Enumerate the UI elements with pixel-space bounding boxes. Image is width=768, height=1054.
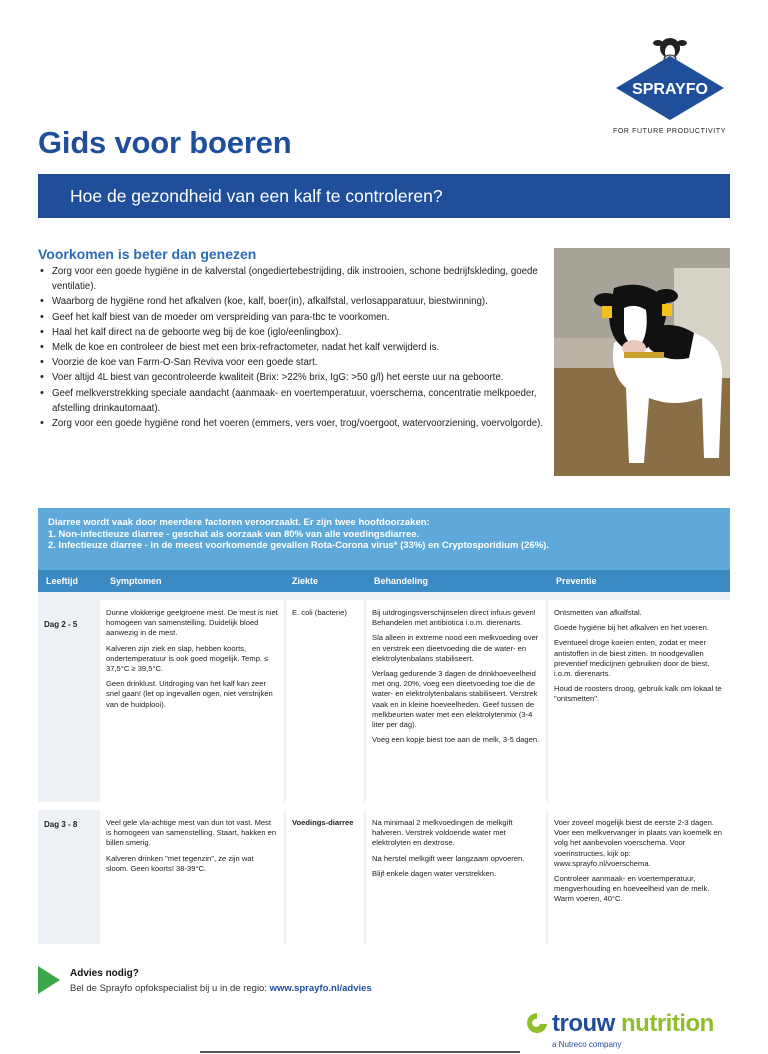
cell-text: Voeg een kopje biest toe aan de melk, 3-5 dagen. bbox=[372, 735, 540, 745]
row-spacer bbox=[38, 592, 730, 600]
cell-text: Kalveren drinken "met tegenzin", ze zijn wat sloom. Geen koorts! 38-39°C. bbox=[106, 853, 254, 873]
divider bbox=[200, 1051, 520, 1053]
partner-logo-text bbox=[552, 1010, 714, 1038]
cell-text: Na herstel melkgift weer langzaam opvoeren. bbox=[372, 853, 525, 863]
cell-text: Ontsmetten van afkalfstal. bbox=[554, 608, 642, 617]
cell-treatment bbox=[366, 810, 546, 944]
bullet-item: • Voer altijd 4L biest van gecontroleerde kwaliteit (Brix: >22% brix, IgG: >50 g/l) het eerste uur na geboorte. bbox=[38, 370, 548, 385]
bullet-item: • Zorg voor een goede hygiëne rond het voeren (emmers, vers voer, trog/voergoot, watervoorziening, voervolgorde). bbox=[38, 416, 548, 431]
cell-age: Dag 3 - 8 bbox=[38, 810, 98, 944]
bullet-item: • Geef het kalf biest van de moeder om verspreiding van para-tbc te voorkomen. bbox=[38, 310, 548, 325]
cell-prevention bbox=[548, 810, 730, 944]
cell-treatment bbox=[366, 600, 546, 802]
cell-text: Verlaag gedurende 3 dagen de drinkhoeveelheid met ong. 20%, voeg een dieetvoeding toe die de water- en elektrolytenbalans stabiliseert. Verstrek vaak en in kleine hoeveelheden. Geef tussen de melkbeurten water met een elektrolytenmix (3-4 liter per dag). bbox=[372, 669, 538, 730]
cell-symptoms bbox=[100, 600, 284, 802]
table-row bbox=[38, 810, 730, 944]
cell-text: Controleer aanmaak- en voertemperatuur, mengverhouding en hoeveelheid van de melk. Warm voeren, 40°C. bbox=[554, 874, 710, 904]
cell-text: Bij uitdrogingsverschijnselen direct infuus geven! Behandelen met antibiotica i.o.m. dierenarts. bbox=[372, 608, 536, 628]
bullet-item: • Zorg voor een goede hygiëne in de kalverstal (ongediertebestrijding, dik instrooien, schone bedrijfskleding, goede ventilatie). bbox=[38, 264, 548, 294]
bullet-item: • Melk de koe en controleer de biest met een brix-refractometer, nadat het kalf verwijderd is. bbox=[38, 340, 548, 355]
calf-photo bbox=[554, 248, 730, 476]
cell-text: Voer zoveel mogelijk biest de eerste 2-3 dagen. Voer een melkvervanger in plaats van koemelk en volg het aanbevolen voerschema. Voor voerinstructies, kijk op: www.sprayfo.nl/voerschema. bbox=[554, 818, 723, 868]
page-title: Gids voor boeren bbox=[38, 125, 292, 160]
play-arrow-icon bbox=[38, 966, 60, 994]
partner-word-trouw: trouw bbox=[552, 1010, 615, 1037]
cell-text: Goede hygiëne bij het afkalven en het voeren. bbox=[554, 623, 709, 633]
cell-disease: E. coli (bacterie) bbox=[286, 600, 364, 802]
table-header bbox=[38, 570, 730, 592]
cell-text: Kalveren zijn ziek en slap, hebben koorts, ondertemperatuur is ook goed mogelijk. Temp. ≤ 37,5°C ≥ 39,5°C. bbox=[106, 643, 269, 674]
cell-text: Geen drinklust. Uitdroging van het kalf kan zeer snel gaan! (let op ingevallen ogen, niet verstrijken van de huidplooi). bbox=[106, 679, 273, 709]
cell-age: Dag 2 - 5 bbox=[38, 600, 98, 802]
cell-text: Veel gele vla-achtige mest van dun tot vast. Mest is homogeen van samenstelling. Staart, hakken en billen smerig. bbox=[106, 818, 277, 848]
advies-link[interactable]: www.sprayfo.nl/advies bbox=[269, 983, 372, 994]
table-row bbox=[38, 600, 730, 802]
cell-prevention bbox=[548, 600, 730, 802]
bullet-item: • Geef melkverstrekking speciale aandacht (aanmaak- en voertemperatuur, voerschema, concentratie melkpoeder, afstelling drinkautomaat). bbox=[38, 386, 548, 416]
bullet-item: • Voorzie de koe van Farm-O-San Reviva voor een goede start. bbox=[38, 355, 548, 370]
partner-subtitle: a Nutreco company bbox=[552, 1040, 622, 1049]
header-age: Leeftijd bbox=[46, 576, 79, 586]
partner-word-nutrition: nutrition bbox=[621, 1010, 714, 1037]
info-line: 2. Infectieuze diarree - in de meest voorkomende gevallen Rota-Corona virus* (33%) en Cryptosporidium (26%). bbox=[48, 540, 549, 551]
header-disease: Ziekte bbox=[292, 576, 319, 586]
cell-text: Sla alleen in extreme nood een melkvoeding over en verstrek een dieetvoeding die de water- en elektrolytenbalans stabiliseert. bbox=[372, 633, 539, 663]
header-treatment: Behandeling bbox=[374, 576, 429, 586]
cell-text: Dunne vlokkerige geelgroene mest. De mest is niet homogeen van samenstelling. Duidelijk bloed aanwezig in de mest. bbox=[106, 608, 278, 638]
cell-text: Eventueel droge koeien enten, zodat er meer antistoffen in de biest zitten. In noodgevallen preventief medicijnen gebruiken door de biest, i.o.m. dierenarts. bbox=[554, 638, 710, 679]
info-box bbox=[38, 508, 730, 570]
cell-disease: Voedings-diarree bbox=[286, 810, 364, 944]
advies-label: Bel de Sprayfo opfokspecialist bij u in de regio: bbox=[70, 983, 270, 994]
advies-text bbox=[70, 983, 372, 994]
header-prevention: Preventie bbox=[556, 576, 597, 586]
cell-text: Houd de roosters droog, gebruik kalk om lokaal te "ontsmetten". bbox=[554, 684, 722, 704]
header-symptoms: Symptomen bbox=[110, 576, 162, 586]
cell-text: Blijf enkele dagen water verstrekken. bbox=[372, 868, 497, 878]
advies-title: Advies nodig? bbox=[70, 968, 139, 979]
brand-tagline: FOR FUTURE PRODUCTIVITY bbox=[613, 128, 726, 135]
page-banner: Hoe de gezondheid van een kalf te controleren? bbox=[38, 174, 730, 218]
trouw-nutrition-logo-icon bbox=[524, 1010, 550, 1038]
bullet-item: • Waarborg de hygiëne rond het afkalven (koe, kalf, boer(in), afkalfstal, verlosapparatuur, biestwinning). bbox=[38, 294, 548, 309]
brand-name: SPRAYFO bbox=[632, 81, 708, 98]
info-line: 1. Non-infectieuze diarree - geschat als oorzaak van 80% van alle voedingsdiarree. bbox=[48, 528, 420, 540]
section-heading: Voorkomen is beter dan genezen bbox=[38, 246, 257, 262]
diarrhea-table bbox=[38, 508, 730, 944]
cell-symptoms bbox=[100, 810, 284, 944]
prevention-bullet-list bbox=[38, 264, 548, 431]
cell-text: Na minimaal 2 melkvoedingen de melkgift halveren. Verstrek voldoende water met elektrolyten en dextrose. bbox=[372, 818, 513, 848]
bullet-item: • Haal het kalf direct na de geboorte weg bij de koe (iglo/eenlingbox). bbox=[38, 325, 548, 340]
info-line: Diarree wordt vaak door meerdere factoren veroorzaakt. Er zijn twee hoofdoorzaken: bbox=[48, 517, 430, 528]
